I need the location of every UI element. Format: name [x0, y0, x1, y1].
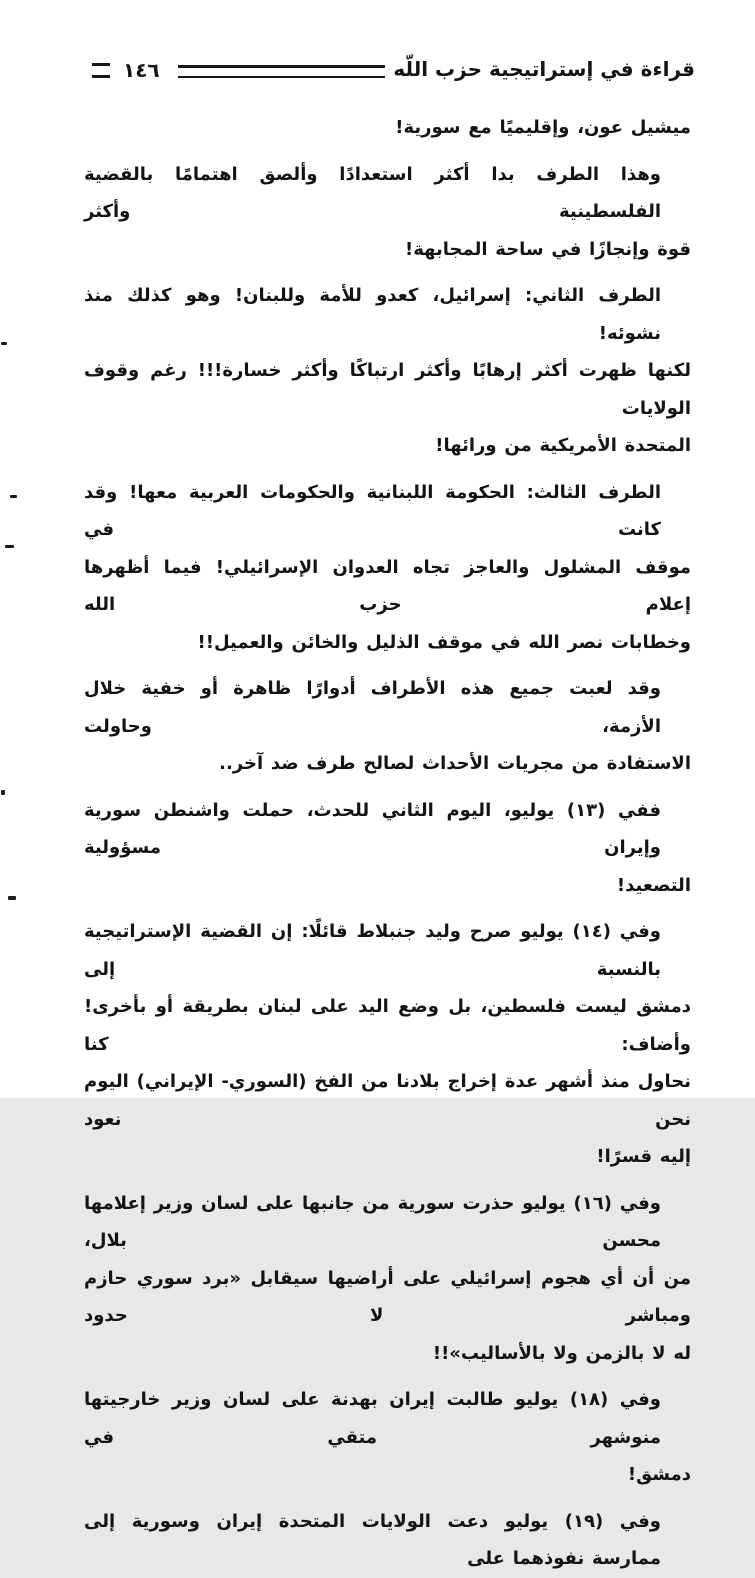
text-line: وفي (١٦) يوليو حذرت سورية من جانبها على لسان وزير إعلامها محسن بلال، — [84, 1192, 661, 1251]
header-end-bar — [92, 63, 110, 78]
scan-artifact — [10, 495, 17, 498]
paragraph — [84, 1185, 691, 1373]
scan-artifact — [1, 790, 5, 795]
paragraph — [84, 1381, 691, 1494]
text-line: وفي (١٤) يوليو صرح وليد جنبلاط قائلًا: إن القضية الإستراتيجية بالنسبة إلى — [84, 921, 661, 980]
paragraph — [84, 474, 691, 662]
paragraph — [84, 913, 691, 1176]
text-body — [0, 109, 755, 1578]
paragraph — [84, 670, 691, 783]
page-header — [0, 0, 755, 82]
scan-artifact — [1, 342, 7, 345]
paragraph — [84, 792, 691, 905]
running-head-title: قراءة في إستراتيجية حزب اللّه — [393, 57, 695, 81]
text-line: إليه قسرًا! — [596, 1146, 691, 1167]
paragraph — [84, 277, 691, 465]
text-line: ميشيل عون، وإقليميًا مع سورية! — [395, 117, 691, 138]
text-line: الطرف الثاني: إسرائيل، كعدو للأمة وللبنان! وهو كذلك منذ نشوئه! — [84, 285, 661, 344]
header-rule-line — [178, 65, 386, 78]
text-line: ففي (١٣) يوليو، اليوم الثاني للحدث، حملت واشنطن سورية وإيران مسؤولية — [84, 799, 661, 858]
text-line: دمشق ليست فلسطين، بل وضع اليد على لبنان بطريقة أو بأخرى! وأضاف: كنا — [84, 996, 691, 1055]
text-line: لكنها ظهرت أكثر إرهابًا وأكثر ارتباكًا وأكثر خسارة!!! رغم وقوف الولايات — [84, 360, 691, 419]
paragraph — [84, 1503, 691, 1578]
page-number: ١٤٦ — [123, 58, 160, 82]
text-line: وخطابات نصر الله في موقف الذليل والخائن والعميل!! — [197, 631, 691, 653]
text-line: نحاول منذ أشهر عدة إخراج بلادنا من الفخ (السوري- الإيراني) اليوم نحن نعود — [84, 1071, 691, 1130]
paragraph — [84, 156, 691, 269]
text-line: قوة وإنجازًا في ساحة المجابهة! — [405, 238, 691, 260]
text-line: الاستفادة من مجريات الأحداث لصالح طرف ضد آخر.. — [219, 753, 691, 774]
scan-artifact — [8, 896, 16, 900]
text-line: المتحدة الأمريكية من ورائها! — [435, 435, 691, 456]
text-line: وفي (١٩) يوليو دعت الولايات المتحدة إيران وسورية إلى ممارسة نفوذهما على — [84, 1510, 661, 1569]
paragraph — [84, 109, 691, 147]
text-line: وهذا الطرف بدا أكثر استعدادًا وألصق اهتمامًا بالقضية الفلسطينية وأكثر — [84, 163, 661, 222]
scan-artifact — [5, 545, 14, 548]
text-line: دمشق! — [627, 1464, 691, 1485]
text-line: له لا بالزمن ولا بالأساليب»!! — [432, 1342, 691, 1364]
text-line: وفي (١٨) يوليو طالبت إيران بهدنة على لسان وزير خارجيتها منوشهر متقي في — [84, 1389, 661, 1448]
text-line: موقف المشلول والعاجز تجاه العدوان الإسرائيلي! فيما أظهرها إعلام حزب الله — [84, 556, 691, 615]
text-line: وقد لعبت جميع هذه الأطراف أدوارًا ظاهرة أو خفية خلال الأزمة، وحاولت — [84, 678, 661, 737]
text-line: من أن أي هجوم إسرائيلي على أراضيها سيقابل «برد سوري حازم ومباشر لا حدود — [84, 1267, 691, 1326]
text-line: الطرف الثالث: الحكومة اللبنانية والحكومات العربية معها! وقد كانت في — [84, 481, 661, 540]
text-line: التصعيد! — [616, 874, 691, 896]
